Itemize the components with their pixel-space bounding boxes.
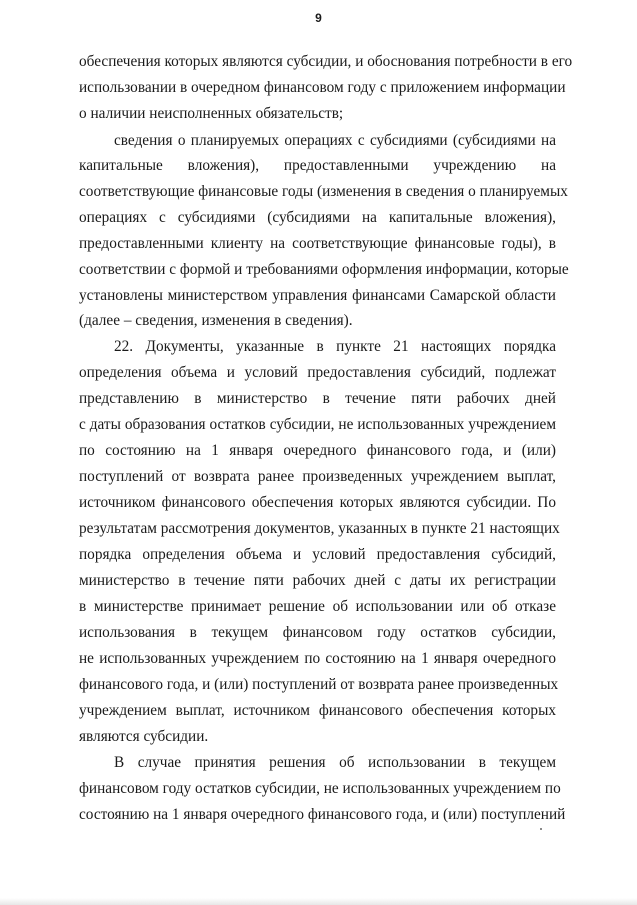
text-line: поступлений от возврата ранее произведенных учреждением выплат,	[79, 468, 556, 485]
text-line: использования в текущем финансовом году остатков субсидии,	[79, 624, 556, 641]
text-line: использовании в очередном финансовом году с приложением информации	[79, 79, 566, 96]
text-line: состоянию на 1 января очередного финансового года, и (или) поступлений	[79, 806, 566, 823]
text-line: предоставленными клиенту на соответствующие финансовые годы), в	[79, 235, 556, 252]
page-number: 9	[315, 11, 322, 25]
text-line: 22. Документы, указанные в пункте 21 настоящих порядка	[114, 338, 556, 355]
text-line: о наличии неисполненных обязательств;	[79, 105, 344, 122]
text-line: с даты образования остатков субсидии, не использованных учреждением	[79, 416, 556, 433]
text-line: соответствии с формой и требованиями оформления информации, которые	[79, 261, 569, 278]
text-line: порядка определения объема и условий предоставления субсидий,	[79, 546, 556, 563]
text-line: не использованных учреждением по состоянию на 1 января очередного	[79, 650, 556, 667]
text-line: обеспечения которых являются субсидии, и обоснования потребности в его	[79, 53, 573, 70]
text-line: определения объема и условий предоставления субсидий, подлежат	[79, 364, 556, 381]
text-line: соответствующие финансовые годы (изменения в сведения о планируемых	[79, 183, 568, 200]
text-line: источником финансового обеспечения которых являются субсидии. По	[79, 494, 556, 511]
text-line: в министерстве принимает решение об использовании или об отказе	[79, 598, 556, 615]
text-line: (далее – сведения, изменения в сведения).	[79, 312, 353, 329]
text-line: В случае принятия решения об использовании в текущем	[114, 754, 556, 771]
text-line: капитальные вложения), предоставленными учреждению на	[79, 157, 556, 174]
text-line: финансовом году остатков субсидии, не использованных учреждением по	[79, 780, 561, 797]
scan-speck	[540, 828, 542, 830]
text-line: представлению в министерство в течение пяти рабочих дней	[79, 390, 556, 407]
page-bottom-edge	[0, 898, 637, 905]
text-line: по состоянию на 1 января очередного финансового года, и (или)	[79, 442, 556, 459]
text-line: установлены министерством управления финансами Самарской области	[79, 287, 556, 304]
text-line: министерство в течение пяти рабочих дней с даты их регистрации	[79, 572, 556, 589]
text-line: сведения о планируемых операциях с субсидиями (субсидиями на	[114, 132, 556, 149]
text-line: результатам рассмотрения документов, указанных в пункте 21 настоящих	[79, 520, 560, 537]
text-line: операциях с субсидиями (субсидиями на капитальные вложения),	[79, 209, 556, 226]
text-line: являются субсидии.	[79, 728, 209, 745]
text-line: финансового года, и (или) поступлений от возврата ранее произведенных	[79, 676, 559, 693]
text-line: учреждением выплат, источником финансового обеспечения которых	[79, 702, 556, 719]
